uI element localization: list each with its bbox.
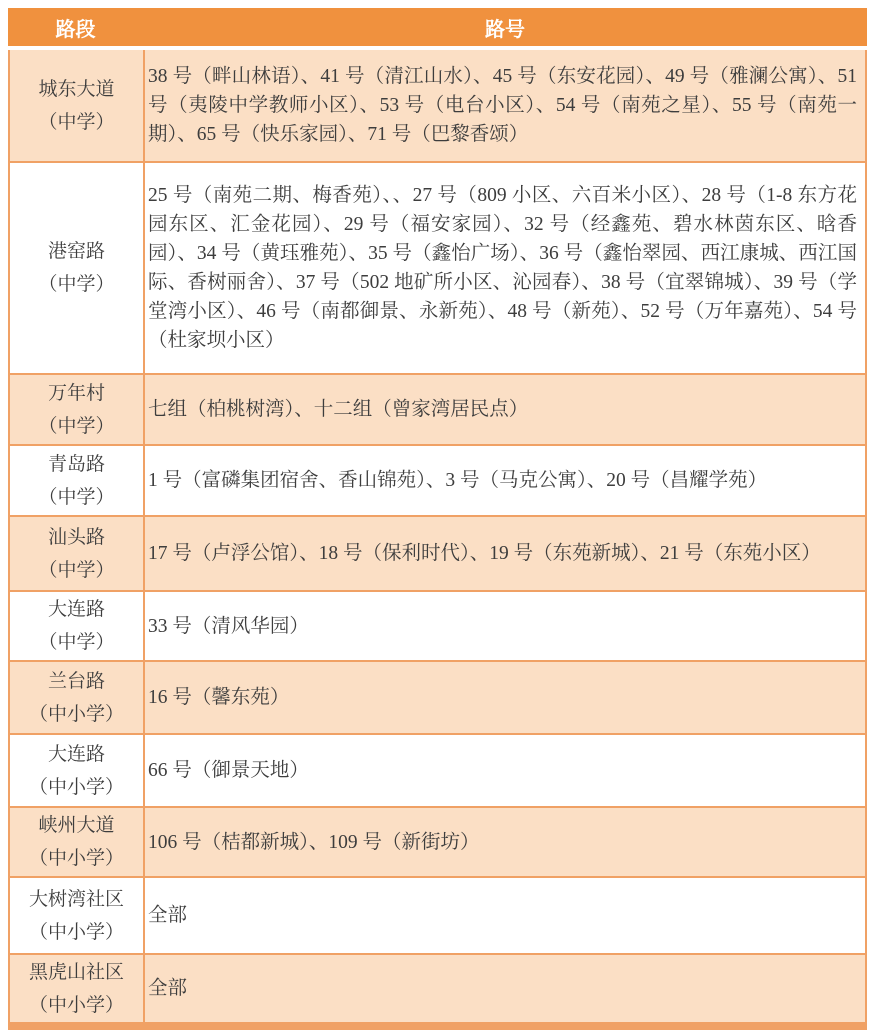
header-cell-numbers: 路号 (485, 18, 525, 41)
road-allocation-table (8, 8, 867, 1030)
section-cell (10, 592, 143, 660)
table-body (8, 50, 867, 1022)
section-name: 峡州大道 (38, 815, 115, 836)
table-row (10, 592, 865, 662)
section-name: 青岛路 (47, 453, 105, 475)
table-row (10, 50, 865, 163)
table-row (10, 446, 865, 517)
section-name: 港窑路 (47, 241, 105, 262)
numbers-cell (143, 446, 865, 515)
numbers-cell (143, 735, 865, 806)
section-name: 汕头路 (47, 526, 105, 548)
section-level: （中小学） (28, 776, 124, 798)
numbers-cell (143, 662, 865, 733)
table-row (10, 735, 865, 808)
numbers-text: 66 号（御景天地） (148, 760, 309, 781)
numbers-cell (143, 163, 865, 373)
numbers-text: 七组（柏桃树湾）、十二组（曾家湾居民点） (148, 399, 529, 420)
header-cell-section: 路段 (55, 18, 96, 41)
section-level: （中学） (38, 274, 115, 295)
table-row (10, 878, 865, 955)
section-name: 大连路 (47, 599, 105, 620)
section-cell (10, 50, 143, 161)
section-cell (10, 808, 143, 876)
section-cell (10, 375, 143, 444)
section-cell (10, 878, 143, 953)
section-name: 大树湾社区 (28, 888, 124, 910)
table-bottom-edge (8, 1022, 867, 1030)
section-cell (10, 517, 143, 590)
numbers-text: 全部 (148, 978, 188, 999)
table-row (10, 517, 865, 592)
section-cell (10, 163, 143, 373)
section-level: （中学） (38, 415, 115, 437)
table-row (10, 375, 865, 446)
table-header-row (8, 8, 867, 46)
section-level: （中小学） (28, 994, 124, 1016)
section-level: （中学） (38, 486, 115, 508)
numbers-text: 17 号（卢浮公馆）、18 号（保利时代）、19 号（东苑新城）、21 号（东苑小区） (148, 543, 821, 564)
section-level: （中小学） (28, 921, 124, 943)
numbers-text: 33 号（清风华园） (148, 615, 309, 637)
section-name: 城东大道 (38, 78, 115, 100)
section-name: 黑虎山社区 (28, 961, 124, 983)
section-cell (10, 446, 143, 515)
section-name: 兰台路 (47, 670, 105, 692)
numbers-text: 38 号（畔山林语）、41 号（清江山水）、45 号（东安花园）、49 号（雅澜公寓）、51 号（夷陵中学教师小区）、53 号（电台小区）、54 号（南苑之星）、55 号（南苑一期）、65 号（快乐家园）、71 号（巴黎香颂） (148, 66, 857, 145)
numbers-cell (143, 50, 865, 161)
section-name: 万年村 (47, 382, 105, 404)
section-name: 大连路 (47, 743, 105, 765)
table-row (10, 808, 865, 878)
table-row (10, 662, 865, 735)
numbers-text: 16 号（馨东苑） (148, 687, 290, 708)
numbers-text: 25 号（南苑二期、梅香苑）、、27 号（809 小区、六百米小区）、28 号（1-8 东方花园东区、汇金花园）、29 号（福安家园）、32 号（经鑫苑、碧水林茵东区、晗香园）、34 号（黄珏雅苑）、35 号（鑫怡广场）、36 号（鑫怡翠园、西江康城、西江国际、香树丽舍）、37 号（502 地矿所小区、沁园春）、38 号（宜翠锦城）、39 号（学堂湾小区）、46 号（南都御景、永新苑）、48 号（新苑）、52 号（万年嘉苑）、54 号（杜家坝小区） (148, 185, 857, 351)
numbers-cell (143, 592, 865, 660)
numbers-cell (143, 878, 865, 953)
section-level: （中学） (38, 111, 115, 133)
section-level: （中学） (38, 632, 115, 653)
numbers-cell (143, 808, 865, 876)
numbers-cell (143, 955, 865, 1022)
table-row (10, 163, 865, 375)
section-cell (10, 735, 143, 806)
numbers-cell (143, 517, 865, 590)
numbers-text: 全部 (148, 905, 188, 926)
section-level: （中小学） (28, 848, 124, 869)
numbers-text: 106 号（桔都新城）、109 号（新街坊） (148, 831, 480, 853)
section-level: （中学） (38, 559, 115, 581)
table-row (10, 955, 865, 1022)
section-level: （中小学） (28, 703, 124, 725)
section-cell (10, 662, 143, 733)
numbers-cell (143, 375, 865, 444)
numbers-text: 1 号（富磷集团宿舍、香山锦苑）、3 号（马克公寓）、20 号（昌耀学苑） (148, 470, 768, 491)
section-cell (10, 955, 143, 1022)
